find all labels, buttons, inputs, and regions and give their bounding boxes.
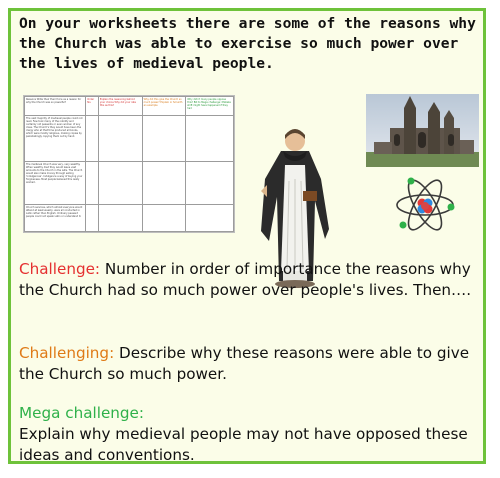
worksheet-cell [186,161,234,204]
slide-heading: On your worksheets there are some of the reasons why the Church was able to exercise so much power over the lives of medieval people. [19,15,476,72]
worksheet-cell [98,115,142,161]
challenging-text: Describe why these reasons were able to give the Church so much power. [19,344,470,383]
mega-challenge-text: Explain why medieval people may not have opposed these ideas and conventions. [19,425,468,464]
worksheet-cell [186,204,234,231]
worksheet-cell [86,115,99,161]
mega-challenge-label: Mega challenge: [19,404,145,422]
atom-icon [393,173,457,237]
challenging-task [19,343,481,385]
worksheet-header-reasons: Reasons Write their their force as a reason for why the Church was so powerful? [25,97,86,116]
worksheet-reason-2: The medieval Church was very, very wealthy. When wealthy died they would leave vast amounts to the Church in the wills. The Church would also make money through selling 'indulgences'. Indulgence a way of buying your forgiveness. Most people believed this really worked. [25,161,86,204]
worksheet-reason-1: The vast majority of medieval people could not read. Few took many of the nobility and certainly not peasants or even women of any class. The Church's they would have been the clergy who at that time produced all books, which were mostly religious, making copies by painstakingly copying them out by hand. [25,115,86,161]
worksheet-header-explain: Explain the reasoning behind your choice Why did your rate this as this? [98,97,142,116]
worksheet-header-power: Why did this give the Church so much power? Explain in full with an example [142,97,186,116]
worksheet-header-oppose: Why didn't many people oppose this? Bill to Mega challenge: Mistake shift might have happened if they had [186,97,234,116]
worksheet-header-order: Order No. [86,97,99,116]
worksheet-cell [142,115,186,161]
challenge-label: Challenge: [19,260,101,278]
worksheet-cell [142,161,186,204]
challenging-label: Challenging: [19,344,115,362]
cathedral-photo-icon [366,94,479,167]
worksheet-cell [98,161,142,204]
challenge-text: Number in order of importance the reasons why the Church had so much power over people's lives. Then…. [19,260,472,299]
worksheet-thumbnail [23,95,235,233]
challenge-task [19,259,481,301]
mega-challenge-task [19,403,481,466]
worksheet-table [24,96,234,232]
slide-panel [8,8,486,464]
worksheet-cell [186,115,234,161]
worksheet-cell [86,161,99,204]
worksheet-reason-3: Church services, which almost everyone would attend at least weekly, were all conducted in Latin rather than English. Ordinary peasant people could not speak Latin or understand it. [25,204,86,231]
worksheet-cell [98,204,142,231]
worksheet-cell [142,204,186,231]
worksheet-cell [86,204,99,231]
